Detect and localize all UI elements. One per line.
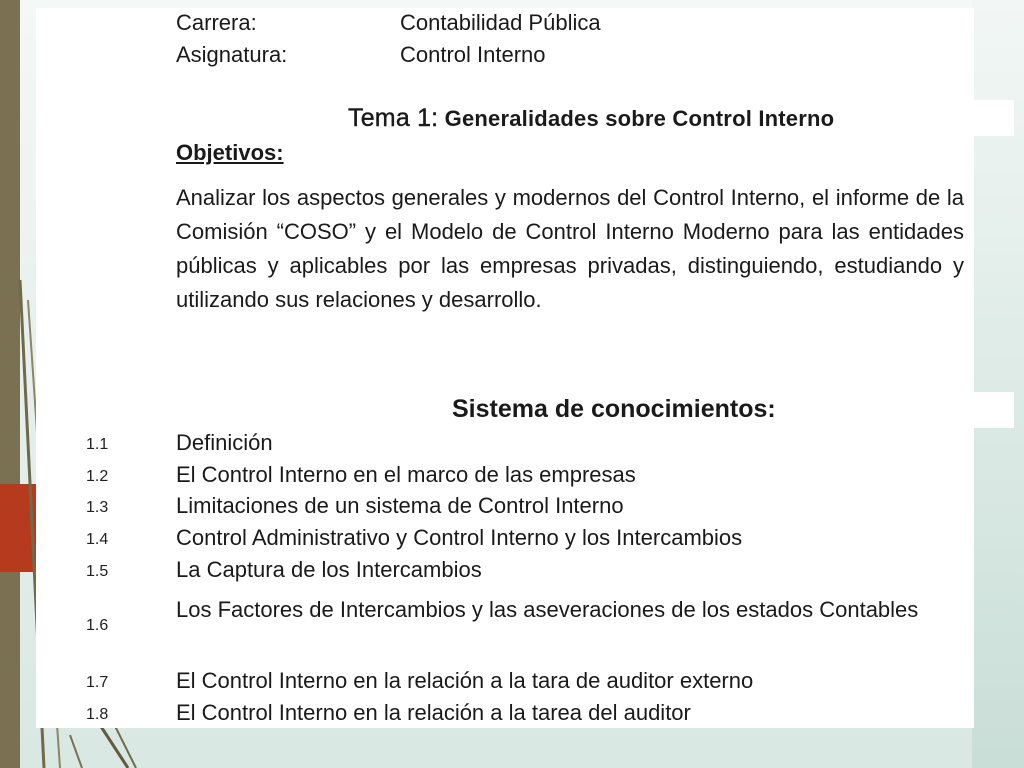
objectives-paragraph: Analizar los aspectos generales y modernos del Control Interno, el informe de la Comisión “COSO” y el Modelo de Control Interno Moderno para las entidades públicas y aplicables por las empresas privadas, distinguiendo, estudiando y utilizando sus relaciones y desarrollo. xyxy=(176,185,964,312)
carrera-row xyxy=(176,10,601,36)
asignatura-row xyxy=(176,42,546,68)
item-number: 1.5 xyxy=(86,563,109,580)
item-number: 1.6 xyxy=(86,617,109,634)
asignatura-label: Asignatura: xyxy=(176,42,288,67)
item-number: 1.1 xyxy=(86,436,109,453)
item-text: La Captura de los Intercambios xyxy=(176,557,482,582)
carrera-label: Carrera: xyxy=(176,10,257,35)
knowledge-heading: Sistema de conocimientos: xyxy=(452,395,776,423)
item-text: Definición xyxy=(176,430,273,455)
left-decorative-bar xyxy=(0,0,20,768)
item-text: Limitaciones de un sistema de Control Interno xyxy=(176,493,624,518)
item-text: El Control Interno en la relación a la tarea del auditor xyxy=(176,700,691,725)
item-number: 1.4 xyxy=(86,531,109,548)
topic-prefix: Tema 1: xyxy=(348,104,439,132)
item-text: El Control Interno en el marco de las empresas xyxy=(176,462,636,487)
asignatura-value: Control Interno xyxy=(400,42,546,67)
objectives-heading: Objetivos: xyxy=(176,140,284,165)
item-number: 1.2 xyxy=(86,468,109,485)
item-number: 1.8 xyxy=(86,706,109,723)
topic-title xyxy=(348,104,834,133)
section-strip xyxy=(936,392,1014,428)
item-number: 1.7 xyxy=(86,674,109,691)
carrera-value: Contabilidad Pública xyxy=(400,10,601,35)
title-strip xyxy=(936,100,1014,136)
item-text: Los Factores de Intercambios y las aseveraciones de los estados Contables xyxy=(176,597,919,622)
left-accent-block xyxy=(0,484,36,572)
item-number: 1.3 xyxy=(86,499,109,516)
item-text: El Control Interno en la relación a la tara de auditor externo xyxy=(176,668,754,693)
item-text: Control Administrativo y Control Interno y los Intercambios xyxy=(176,525,743,550)
topic-name: Generalidades sobre Control Interno xyxy=(444,106,835,131)
